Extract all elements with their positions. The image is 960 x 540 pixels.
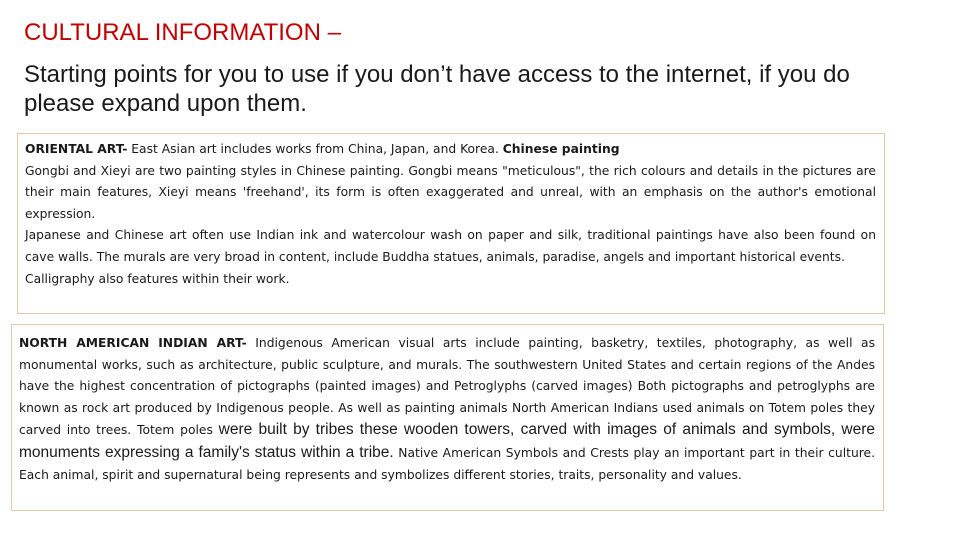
chinese-painting-heading: Chinese painting [502, 142, 620, 156]
north-american-art-textbox [11, 324, 884, 511]
oriental-art-intro-text: East Asian art includes works from China, Japan, and Korea. [127, 142, 503, 156]
oriental-art-paragraph-1: Gongbi and Xieyi are two painting styles in Chinese painting. Gongbi means "meticulous", the rich colours and details in the pictures are their main features, Xieyi means 'freehand', its form is often exaggerated and unreal, with an emphasis on the author's emotional expression. [25, 163, 876, 221]
north-american-art-heading: NORTH AMERICAN INDIAN ART- [19, 336, 247, 350]
north-american-art-text-2: were built by tribes these wooden towers, carved with images of animals and symbols, were monuments expressing a family's status within a tribe. [19, 421, 875, 461]
slide-subtitle: Starting points for you to use if you don’t have access to the internet, if you do please expand upon them. [24, 61, 850, 117]
oriental-art-paragraph-3: Calligraphy also features within their work. [25, 271, 290, 286]
north-american-art-paragraph [19, 333, 875, 486]
north-american-art-text-3: Native American Symbols and Crests play an important part in their culture. Each animal, spirit and supernatural being represents and symbolizes different stories, traits, personality and values. [19, 445, 876, 482]
slide-title: CULTURAL INFORMATION – [24, 19, 341, 46]
oriental-art-heading: ORIENTAL ART- [25, 142, 128, 156]
north-american-art-text-1: Indigenous American visual arts include painting, basketry, textiles, photography, as well as monumental works, such as architecture, public sculpture, and murals. The southwestern United States and certain regions of the Andes have the highest concentration of pictographs (painted images) and Petroglyphs (carved images) Both pictographs and petroglyphs are known as rock art produced by Indigenous people. As well as painting animals North American Indians used animals on Totem poles they carved into trees. Totem poles [19, 336, 875, 438]
oriental-art-textbox [17, 133, 885, 314]
oriental-art-intro [25, 139, 876, 161]
oriental-art-paragraph-2: Japanese and Chinese art often use Indian ink and watercolour wash on paper and silk, traditional paintings have also been found on cave walls. The murals are very broad in content, include Buddha statues, animals, paradise, angels and important historical events. [25, 228, 876, 264]
